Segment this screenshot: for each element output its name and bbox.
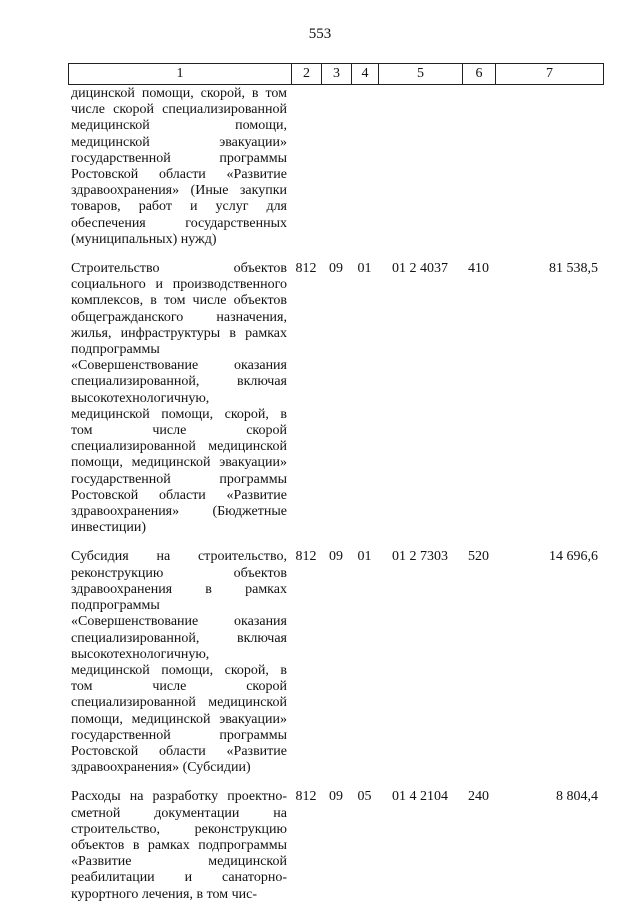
row-col-2: 812	[295, 261, 317, 277]
row-col-7: 14 696,6	[549, 549, 598, 565]
row-col-5	[378, 86, 462, 248]
row-col-2: 812	[295, 549, 317, 565]
header-col-6: 6	[463, 64, 496, 84]
row-col-3: 09	[329, 789, 343, 805]
row-description: дицинской помощи, скорой, в том числе скорой специализированной медицинской помощи, медицинской эвакуации» государственной программы Ростовской области «Развитие здравоохранения» (Иные закупки товаров, работ и услуг для обеспечения государственных (муниципальных) нужд)	[71, 86, 287, 247]
row-col-6: 520	[468, 549, 489, 565]
table-header	[68, 63, 604, 85]
row-col-5: 01 2 7303	[392, 549, 448, 565]
header-col-2: 2	[292, 64, 322, 84]
page-number: 553	[308, 26, 332, 42]
row-description: Строительство объектов социального и производственного комплексов, в том числе объектов общегражданского назначения, жилья, инфраструктуры в рамках подпрограммы «Совершенствование оказания специализированной, включая высокотехнологичную, медицинской помощи, скорой, в том числе скорой специализированной медицинской помощи, медицинской эвакуации» государственной программы Ростовской области «Развитие здравоохранения» (Бюджетные инвестиции)	[71, 261, 287, 536]
row-col-6: 240	[468, 789, 489, 805]
row-description: Расходы на разработку проектно-сметной документации на строительство, реконструкцию объектов в рамках подпрограммы «Развитие медицинской реабилитации и санаторно-курортного лечения, в том чис-	[71, 789, 287, 902]
row-col-4: 01	[357, 549, 372, 565]
row-description: Субсидия на строительство, реконструкцию объектов здравоохранения в рамках подпрограммы «Совершенствование оказания специализированной, включая высокотехнологичную, медицинской помощи, скорой, в том числе скорой специализированной медицинской помощи, медицинской эвакуации» государственной программы Ростовской области «Развитие здравоохранения» (Субсидии)	[71, 549, 287, 776]
row-col-7: 81 538,5	[549, 261, 598, 277]
row-col-4: 01	[357, 261, 372, 277]
table-row	[68, 261, 604, 536]
row-col-3	[321, 86, 351, 248]
row-col-4: 05	[357, 789, 372, 805]
row-col-2: 812	[295, 789, 317, 805]
table-body	[68, 86, 604, 903]
row-col-3: 09	[329, 549, 343, 565]
header-col-5: 5	[379, 64, 463, 84]
header-col-3: 3	[322, 64, 352, 84]
row-col-7: 8 804,4	[556, 789, 598, 805]
table-row	[68, 789, 604, 902]
row-col-7	[495, 86, 602, 248]
row-col-5: 01 2 4037	[392, 261, 448, 277]
row-col-2	[291, 86, 321, 248]
row-col-5: 01 4 2104	[392, 789, 448, 805]
row-col-6: 410	[468, 261, 489, 277]
row-col-3: 09	[329, 261, 343, 277]
header-col-1: 1	[69, 64, 292, 84]
row-col-6	[462, 86, 495, 248]
header-col-7: 7	[546, 66, 553, 81]
table-row	[68, 86, 604, 248]
table-row	[68, 549, 604, 776]
row-col-4	[351, 86, 378, 248]
header-col-4: 4	[352, 64, 379, 84]
